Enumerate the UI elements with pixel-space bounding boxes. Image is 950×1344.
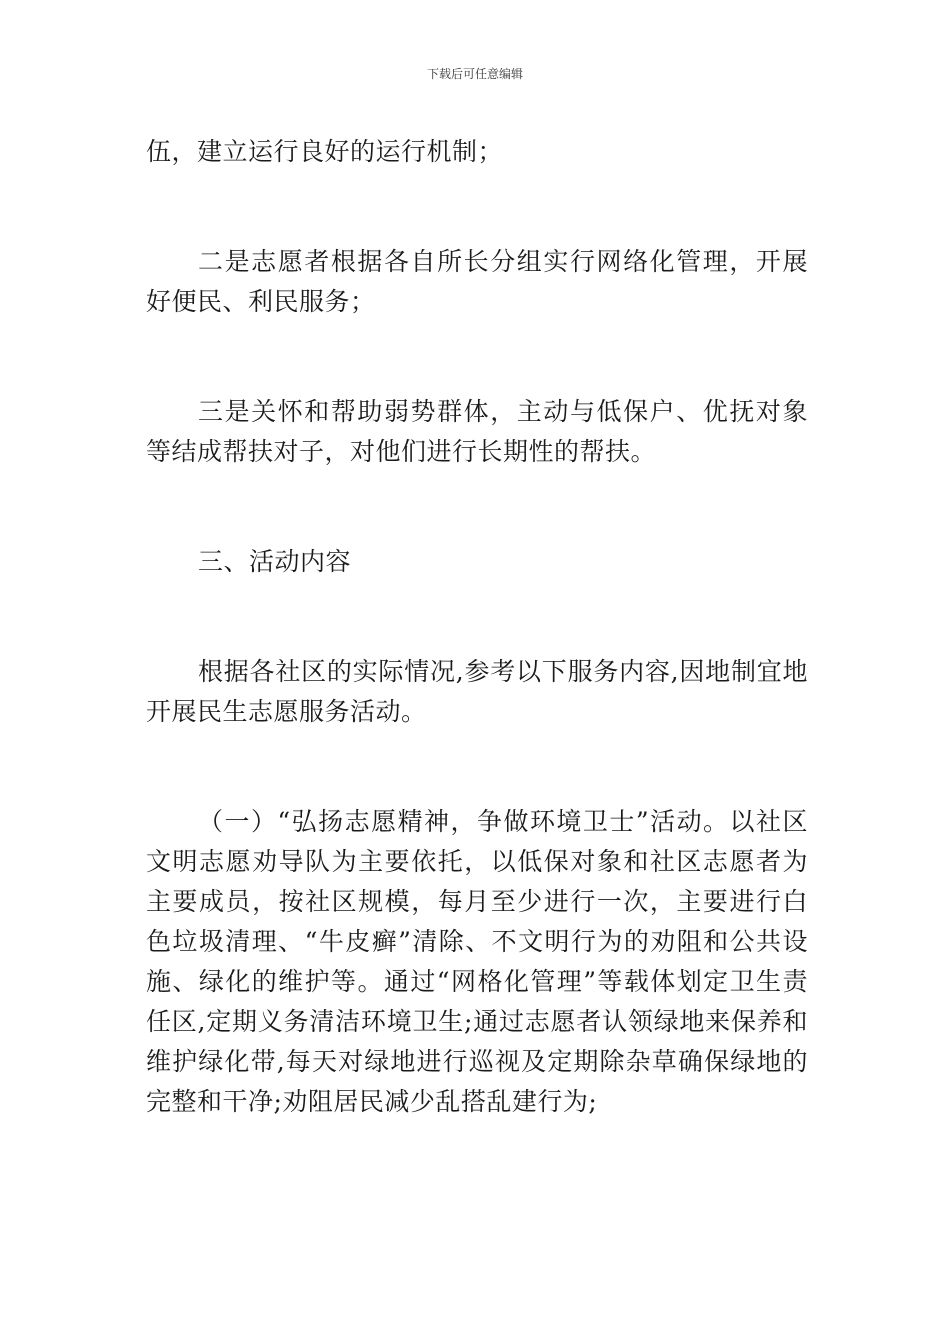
paragraph-1: 伍，建立运行良好的运行机制； xyxy=(146,137,504,166)
paragraph-2: 二是志愿者根据各自所长分组实行网络化管理，开展好便民、利民服务； xyxy=(146,247,808,316)
section-heading: 三、活动内容 xyxy=(198,547,352,576)
paragraph-4: 根据各社区的实际情况,参考以下服务内容,因地制宜地开展民生志愿服务活动。 xyxy=(146,657,808,726)
paragraph-5: （一）“弘扬志愿精神，争做环境卫士”活动。以社区文明志愿劝导队为主要依托，以低保对象和社区志愿者为主要成员，按社区规模，每月至少进行一次，主要进行白色垃圾清理、“牛皮癣”清除、不文明行为的劝阻和公共设施、绿化的维护等。通过“网格化管理”等载体划定卫生责任区,定期义务清洁环境卫生;通过志愿者认领绿地来保养和维护绿化带,每天对绿地进行巡视及定期除杂草确保绿地的完整和干净;劝阻居民减少乱搭乱建行为; xyxy=(146,807,808,1116)
paragraph-3: 三是关怀和帮助弱势群体，主动与低保户、优抚对象等结成帮扶对子，对他们进行长期性的帮扶。 xyxy=(146,397,808,466)
page-header: 下载后可任意编辑 xyxy=(426,67,523,81)
document-body xyxy=(146,132,808,1122)
